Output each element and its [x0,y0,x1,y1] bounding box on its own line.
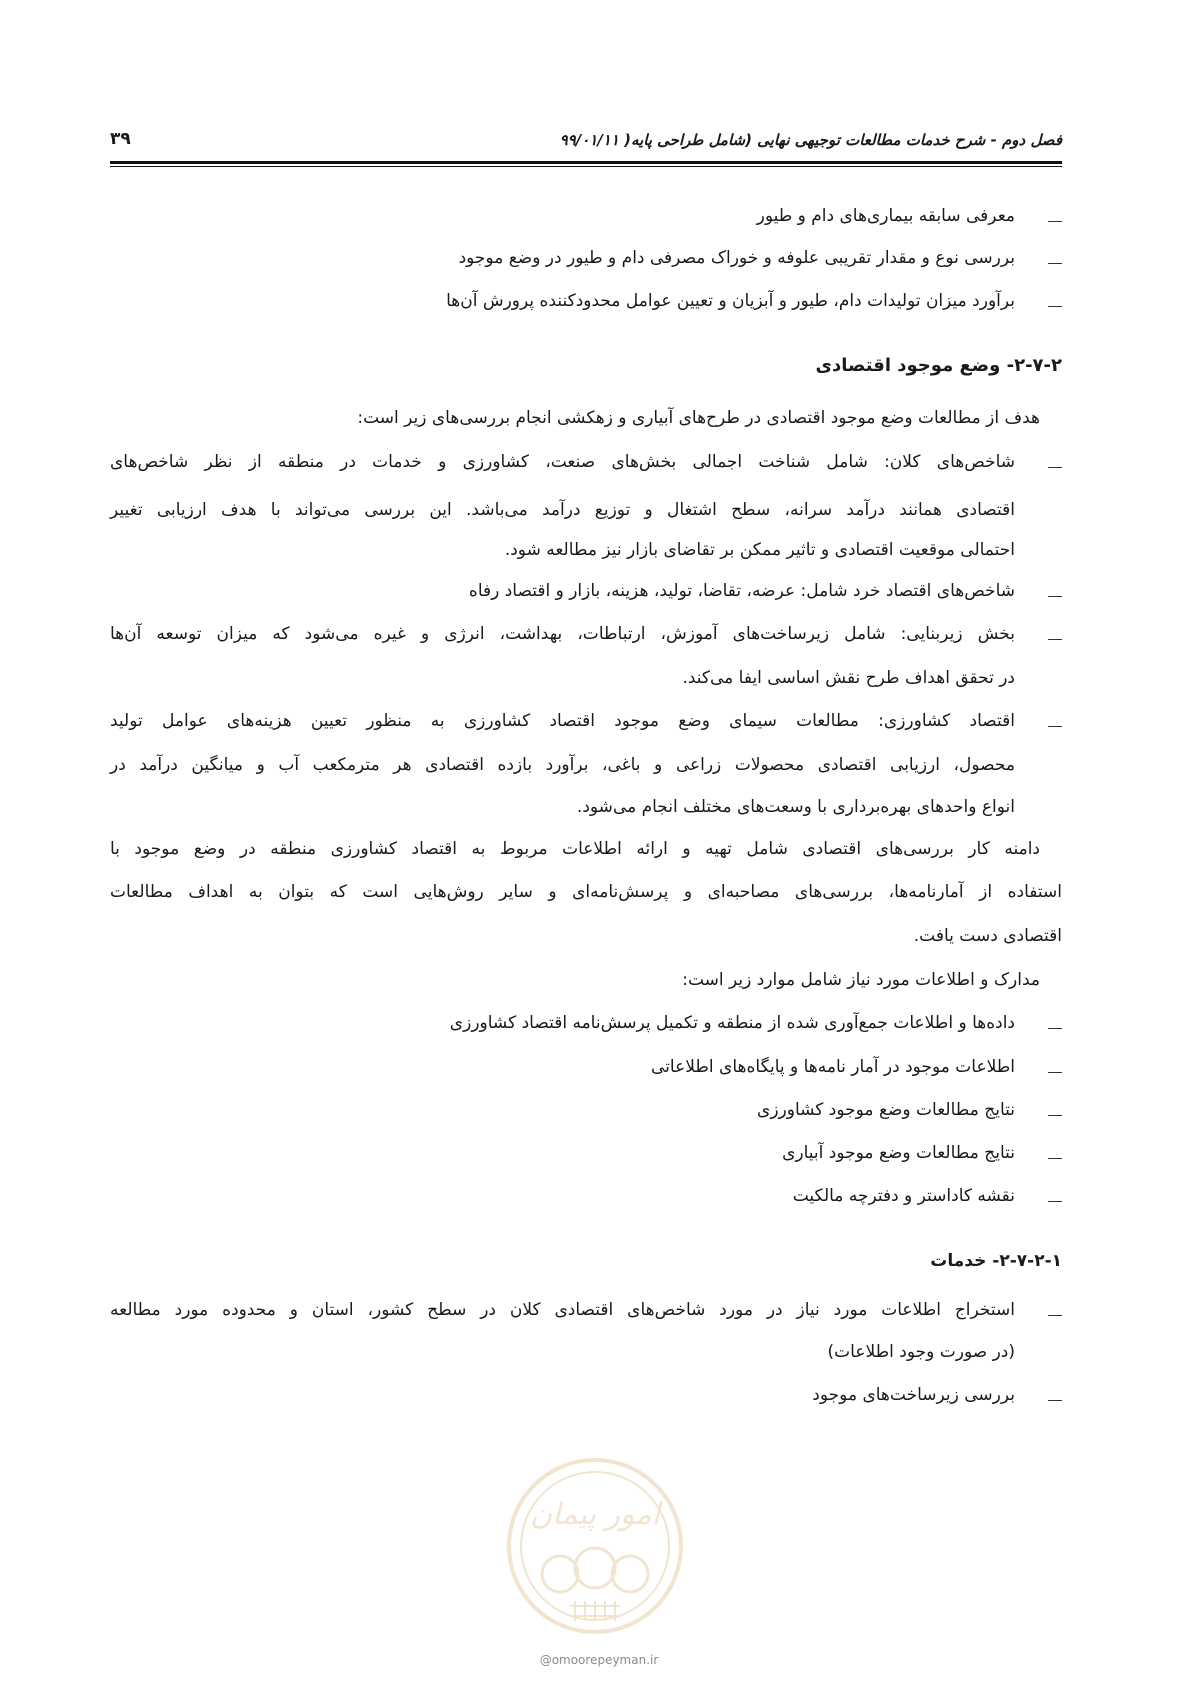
header-rule-thick [110,161,1062,164]
scope-paragraph-line: دامنه کار بررسی‌های اقتصادی شامل تهیه و ارائه اطلاعات مربوط به اقتصاد کشاورزی منطقه در وضع موجود با [110,839,1040,859]
bullet-text: داده‌ها و اطلاعات جمع‌آوری شده از منطقه و تکمیل پرسش‌نامه اقتصاد کشاورزی [449,1013,1015,1033]
bullet-text-line: محصول، ارزیابی اقتصادی محصولات زراعی و باغی، برآورد بازده اقتصادی هر مترمکعب آب و میانگین درآمد در [110,755,1015,775]
seal-watermark-icon [505,1456,685,1636]
header-rule-thin [110,166,1062,167]
bullet-dash [1048,1115,1062,1116]
watermark-url: @omoorepeyman.ir [539,1653,659,1667]
bullet-text-line: اقتصادی همانند درآمد سرانه، سطح اشتغال و توزیع درآمد می‌باشد. این بررسی می‌تواند با هدف ارزیابی تغییر [110,500,1015,520]
bullet-item [793,1186,1062,1206]
bullet-dash [1048,1028,1062,1029]
page-number: ۳۹ [110,129,131,149]
docs-intro: مدارک و اطلاعات مورد نیاز شامل موارد زیر است: [682,970,1040,990]
subsection-heading: ۲-۷-۲-۱- خدمات [930,1251,1062,1271]
bullet-item [446,291,1062,311]
bullet-item [782,1143,1062,1163]
bullet-text: معرفی سابقه بیماری‌های دام و طیور [756,206,1015,226]
scope-paragraph-line: اقتصادی دست یافت. [913,926,1062,946]
bullet-dash [1048,1201,1062,1202]
bullet-item [757,1100,1062,1120]
intro-paragraph: هدف از مطالعات وضع موجود اقتصادی در طرح‌های آبیاری و زهکشی انجام بررسی‌های زیر است: [357,408,1040,428]
bullet-dash [1048,639,1062,640]
bullet-dash [1048,263,1062,264]
bullet-dash [1048,221,1062,222]
section-heading: ۲-۷-۲- وضع موجود اقتصادی [815,355,1062,376]
bullet-dash [1048,596,1062,597]
scope-paragraph-line: استفاده از آمارنامه‌ها، بررسی‌های مصاحبه‌ای و پرسش‌نامه‌ای و سایر روش‌هایی است که بتوان به اهداف مطالعات [110,882,1062,902]
bullet-text-line: استخراج اطلاعات مورد نیاز در مورد شاخص‌های اقتصادی کلان در سطح کشور، استان و محدوده مورد مطالعه [110,1300,1015,1320]
bullet-dash [1048,306,1062,307]
bullet-text: نقشه کاداستر و دفترچه مالکیت [792,1186,1015,1206]
bullet-item [757,206,1062,226]
svg-text:امور پیمان: امور پیمان [530,1497,660,1532]
bullet-text: نتایج مطالعات وضع موجود کشاورزی [757,1100,1015,1120]
bullet-text-line: شاخص‌های کلان: شامل شناخت اجمالی بخش‌های صنعت، کشاورزی و خدمات در منطقه از نظر شاخص‌های [110,452,1015,472]
bullet-text: برآورد میزان تولیدات دام، طیور و آبزیان و تعیین عوامل محدودکننده پرورش آن‌ها [446,291,1015,311]
bullet-dash [1048,1315,1062,1316]
bullet-text-line: اقتصاد کشاورزی: مطالعات سیمای وضع موجود اقتصاد کشاورزی به منظور تعیین هزینه‌های عوامل تولید [110,711,1015,731]
bullet-text-line: در تحقق اهداف طرح نقش اساسی ایفا می‌کند. [682,668,1015,688]
bullet-text: نتایج مطالعات وضع موجود آبیاری [782,1143,1015,1163]
bullet-text-line: شاخص‌های اقتصاد خرد شامل: عرضه، تقاضا، تولید، هزینه، بازار و اقتصاد رفاه [468,581,1015,601]
bullet-text-line: بخش زیربنایی: شامل زیرساخت‌های آموزش، ارتباطات، بهداشت، انرژی و غیره می‌شود که میزان توسعه آن‌ها [110,624,1015,644]
bullet-text-line: احتمالی موقعیت اقتصادی و تاثیر ممکن بر تقاضای بازار نیز مطالعه شود. [504,540,1015,560]
bullet-dash [1048,726,1062,727]
bullet-text-line: بررسی زیرساخت‌های موجود [812,1385,1015,1405]
bullet-text-line: (در صورت وجود اطلاعات) [827,1342,1015,1362]
bullet-item [651,1057,1062,1077]
bullet-text: اطلاعات موجود در آمار نامه‌ها و پایگاه‌های اطلاعاتی [651,1057,1015,1077]
bullet-dash [1048,467,1062,468]
bullet-text-line: انواع واحدهای بهره‌برداری با وسعت‌های مختلف انجام می‌شود. [576,797,1015,817]
bullet-dash [1048,1158,1062,1159]
bullet-dash [1048,1400,1062,1401]
chapter-header-title: فصل دوم - شرح خدمات مطالعات توجیهی نهایی (شامل طراحی پایه( ۹۹/۰۱/۱۱ [559,131,1062,149]
bullet-item [459,248,1062,268]
bullet-dash [1048,1072,1062,1073]
bullet-text: بررسی نوع و مقدار تقریبی علوفه و خوراک مصرفی دام و طیور در وضع موجود [458,248,1015,268]
bullet-item [450,1013,1062,1033]
